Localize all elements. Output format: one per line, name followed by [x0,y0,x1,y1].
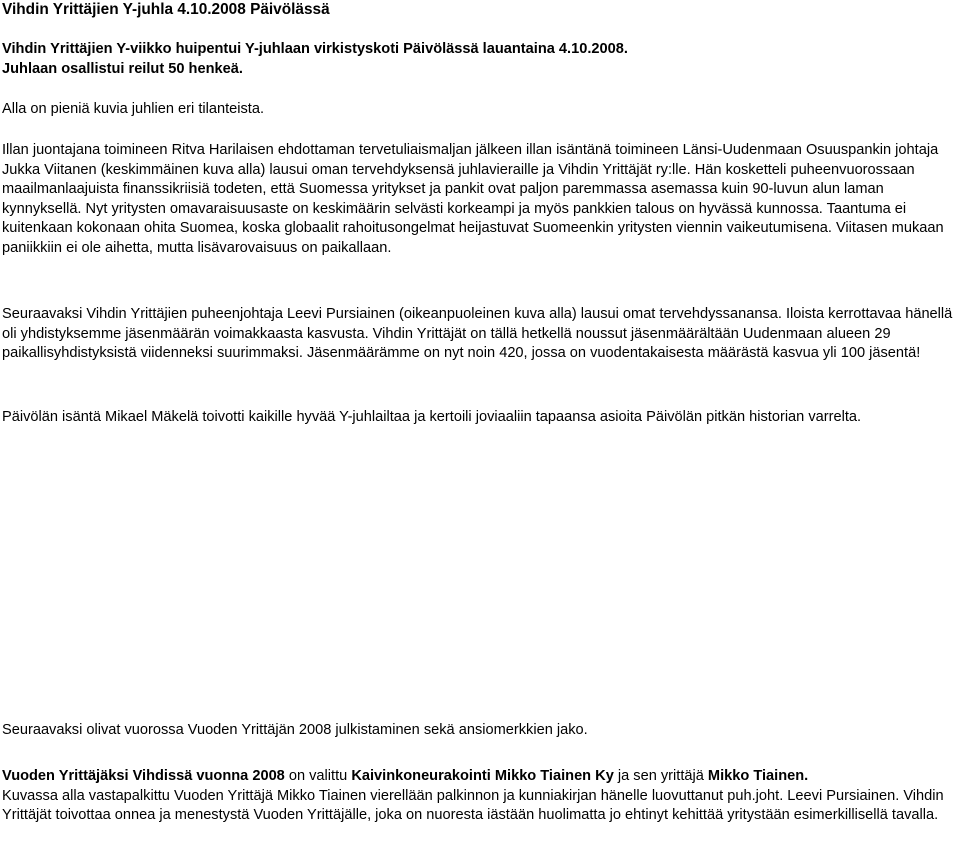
intro-paragraph [2,40,955,79]
intro-line-1: Vihdin Yrittäjien Y-viikko huipentui Y-juhlaan virkistyskoti Päivölässä lauantaina 4.10.2008. [2,41,628,57]
award-text-2: ja sen yrittäjä [613,768,708,784]
paragraph-awards-intro: Seuraavaksi olivat vuorossa Vuoden Yrittäjän 2008 julkistaminen sekä ansiomerkkien jako. [2,722,588,738]
award-title: Vuoden Yrittäjäksi Vihdissä vuonna 2008 [2,768,285,784]
intro-line-2: Juhlaan osallistui reilut 50 henkeä. [2,60,243,77]
award-text-1: on valittu [284,768,352,784]
paragraph-host-speech: Illan juontajana toimineen Ritva Harilaisen ehdottaman tervetuliaismaljan jälkeen illan isäntänä toimineen Länsi-Uudenmaan Osuuspankin johtaja Jukka Viitanen (keskimmäinen kuva alla) lausui oman tervehdyksensä juhlavieraille ja Vihdin Yrittäjät ry:lle. Hän kosketteli puheenvuorossaan maailmanlaajuista finanssikriisiä todeten, että Suomessa yritykset ja pankit ovat paljon paremmassa asemassa kuin 90-luvun alun laman kynnyksellä. Nyt yritysten omavaraisuusaste on keskimäärin selvästi korkeampi ja myös pankkien talous on hyvässä kunnossa. Taantuma ei kuitenkaan kokonaan ohita Suomea, koska globaalit rahoitusongelmat heijastuvat Suomeenkin yritysten viennin vaikeutumisena. Viitasen mukaan paniikkiin ei ole aihetta, mutta lisävarovaisuus on paikallaan. [2,142,944,256]
award-description: Kuvassa alla vastapalkittu Vuoden Yrittäjä Mikko Tiainen vierellään palkinnon ja kunniakirjan hänelle luovuttanut puh.joht. Leevi Pursiainen. Vihdin Yrittäjät toivottaa onnea ja menestystä Vuoden Yrittäjälle, joka on nuoresta iästään huolimatta jo ehtinyt kehittää yritystään esimerkillisellä tavalla. [2,787,944,824]
paragraph-entrepreneur-of-year [2,767,955,826]
paragraph-venue-host: Päivölän isäntä Mikael Mäkelä toivotti kaikille hyvää Y-juhlailtaa ja kertoili joviaaliin tapaansa asioita Päivölän pitkän historian varrelta. [2,409,862,425]
pictures-note: Alla on pieniä kuvia juhlien eri tilanteista. [2,101,265,117]
paragraph-chairman-speech: Seuraavaksi Vihdin Yrittäjien puheenjohtaja Leevi Pursiainen (oikeanpuoleinen kuva alla) lausui omat tervehdyssanansa. Iloista kerrottavaa hänellä oli yhdistyksemme jäsenmäärän voimakkaasta kasvusta. Vihdin Yrittäjät on tällä hetkellä noussut jäsenmäärältään Uudenmaan alueen 29 paikallisyhdistyksistä viidenneksi suurimmaksi. Jäsenmäärämme on nyt noin 420, jossa on vuodentakaisesta määrästä kasvua yli 100 jäsentä! [2,306,953,362]
award-company: Kaivinkoneurakointi Mikko Tiainen Ky [351,768,614,784]
page-title: Vihdin Yrittäjien Y-juhla 4.10.2008 Päivölässä [2,1,330,18]
award-person: Mikko Tiainen. [707,768,809,784]
